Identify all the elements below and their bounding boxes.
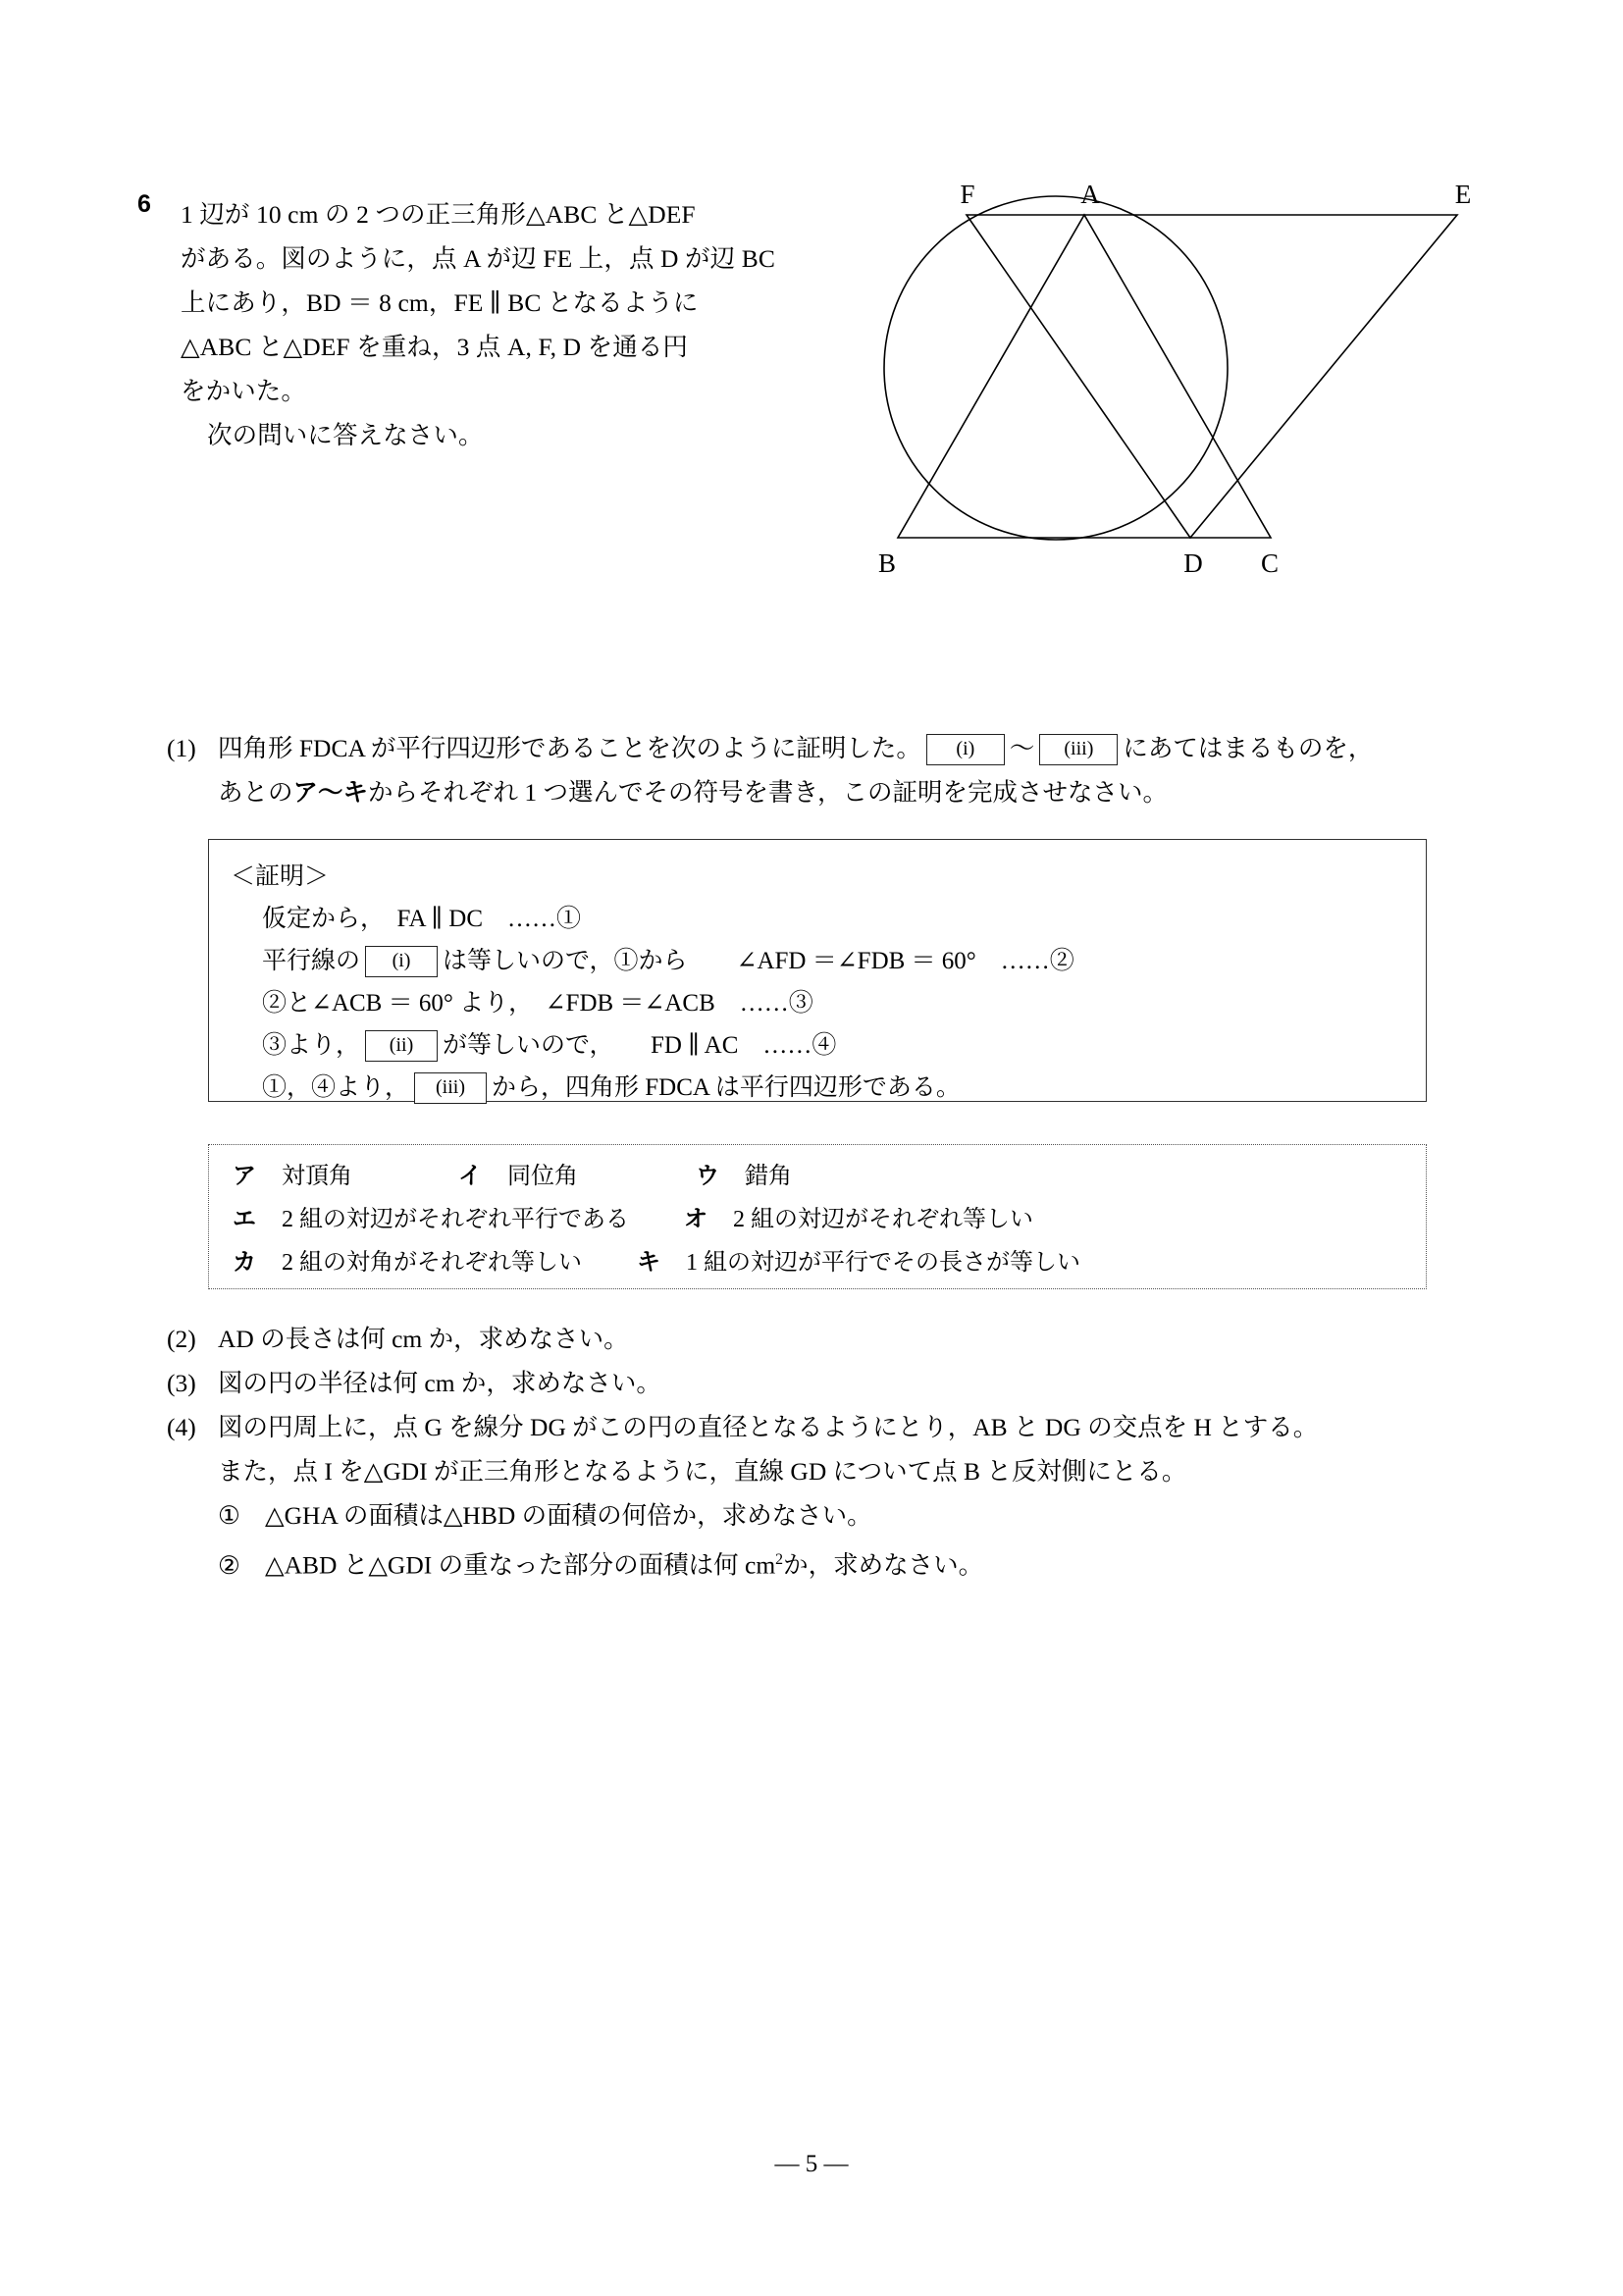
label-C: C: [1260, 548, 1280, 578]
choice-text-i: 同位角: [507, 1164, 578, 1189]
proof-line-3: ②と∠ACB ＝ 60° より， ∠FDB ＝∠ACB ……③: [262, 990, 813, 1017]
choice-key-u: ウ: [696, 1163, 719, 1189]
choice-text-a: 対頂角: [282, 1164, 352, 1189]
proof-title: ＜証明＞: [231, 863, 330, 890]
question-4-sub-1: [167, 1493, 1501, 1538]
tilde-separator: 〜: [1009, 734, 1035, 762]
question-4: [167, 1405, 1501, 1449]
statement-line: 次の問いに答えなさい。: [207, 421, 484, 449]
question-list: [167, 1317, 1501, 1588]
question-3-number: (3): [167, 1369, 196, 1397]
triangle-abc: [898, 215, 1271, 538]
question-2: [167, 1317, 1501, 1361]
question-4-sub-2-number: ②: [218, 1550, 240, 1580]
label-F: F: [960, 182, 975, 209]
choice-key-o: オ: [684, 1206, 707, 1232]
proof-line-1: 仮定から， FA ∥ DC ……①: [262, 906, 582, 932]
statement-line: がある。図のように，点 A が辺 FE 上，点 D が辺 BC: [181, 244, 775, 273]
choice-key-a: ア: [233, 1163, 256, 1189]
page-number: — 5 —: [774, 2151, 849, 2177]
choices-box: [208, 1144, 1427, 1289]
proof-line-4-a: ③より，: [262, 1032, 361, 1059]
question-4-sub-2: [167, 1538, 1501, 1588]
label-A: A: [1080, 182, 1100, 209]
proof-line-5-b: から，四角形 FDCA は平行四辺形である。: [492, 1074, 961, 1101]
statement-line: △ABC と△DEF を重ね，3 点 A, F, D を通る円: [181, 333, 689, 361]
label-B: B: [877, 548, 897, 578]
choice-key-ki: キ: [637, 1249, 660, 1276]
choice-text-ki: 1 組の対辺が平行でその長さが等しい: [686, 1250, 1080, 1276]
choice-text-o: 2 組の対辺がそれぞれ等しい: [733, 1207, 1033, 1232]
triangle-def: [967, 215, 1457, 538]
question-1-line-2: [167, 770, 1482, 815]
choices-row-1: [233, 1155, 1426, 1198]
question-1-text-a: 四角形 FDCA が平行四辺形であることを次のように証明した。: [218, 734, 921, 762]
question-1-number: (1): [167, 734, 196, 762]
proof-box: [208, 839, 1427, 1102]
statement-line: 1 辺が 10 cm の 2 つの正三角形△ABC と△DEF: [181, 200, 696, 229]
question-1-text-d: からそれぞれ 1 つ選んでその符号を書き，この証明を完成させなさい。: [368, 778, 1169, 807]
problem-number: 6: [137, 190, 151, 218]
question-2-number: (2): [167, 1325, 196, 1353]
choice-range-label: ア〜キ: [292, 779, 369, 807]
label-D: D: [1183, 548, 1203, 578]
choice-text-e: 2 組の対辺がそれぞれ平行である: [282, 1207, 629, 1232]
choice-key-e: エ: [233, 1206, 256, 1232]
statement-line: をかいた。: [181, 377, 307, 405]
proof-answer-box-i[interactable]: (i): [365, 946, 438, 977]
problem-statement: [137, 190, 775, 457]
question-4-sub-1-text: △GHA の面積は△HBD の面積の何倍か，求めなさい。: [265, 1501, 872, 1530]
question-4-text-1: 図の円周上に，点 G を線分 DG がこの円の直径となるようにとり，AB と DG の交点を H とする。: [218, 1413, 1319, 1441]
choices-row-3: [233, 1241, 1426, 1284]
question-4-line-2: [167, 1449, 1501, 1493]
answer-box-iii[interactable]: (iii): [1039, 734, 1118, 765]
question-2-text: AD の長さは何 cm か，求めなさい。: [218, 1325, 629, 1353]
figure-svg: [844, 182, 1511, 682]
proof-line-2: [231, 940, 1426, 982]
problem-text: [181, 192, 775, 457]
proof-line-5-a: ①，④より，: [262, 1074, 410, 1101]
question-1: [167, 726, 1482, 815]
question-1-line-1: [167, 726, 1482, 770]
proof-line-4: [231, 1024, 1426, 1067]
choice-text-u: 錯角: [745, 1164, 792, 1189]
question-4-text-2: また，点 I を△GDI が正三角形となるように，直線 GD について点 B と反対側にとる。: [218, 1457, 1187, 1486]
question-1-text-b: にあてはまるものを，: [1123, 734, 1374, 762]
proof-line-5: [231, 1067, 1426, 1109]
proof-line-4-b: が等しいので， FD ∥ AC ……④: [443, 1032, 837, 1059]
proof-line-2-a: 平行線の: [262, 948, 361, 974]
question-1-text-c: あとの: [218, 778, 293, 807]
question-3-text: 図の円の半径は何 cm か，求めなさい。: [218, 1369, 661, 1397]
answer-box-i[interactable]: (i): [926, 734, 1005, 765]
proof-line-2-b: は等しいので，①から ∠AFD ＝∠FDB ＝ 60° ……②: [443, 948, 1074, 974]
choice-key-ka: カ: [233, 1249, 256, 1276]
superscript-two: 2: [775, 1551, 784, 1568]
question-3: [167, 1361, 1501, 1405]
circumcircle: [884, 196, 1228, 540]
question-4-sub-2-post: か，求めなさい。: [783, 1550, 984, 1580]
label-E: E: [1454, 182, 1472, 209]
choice-key-i: イ: [458, 1163, 482, 1189]
proof-answer-box-ii[interactable]: (ii): [365, 1030, 438, 1062]
question-4-sub-1-number: ①: [218, 1501, 240, 1530]
choices-row-2: [233, 1198, 1426, 1241]
question-4-number: (4): [167, 1413, 196, 1441]
statement-line: 上にあり，BD ＝ 8 cm，FE ∥ BC となるように: [181, 288, 699, 317]
question-4-sub-2-pre: △ABD と△GDI の重なった部分の面積は何 cm: [265, 1550, 776, 1580]
choice-text-ka: 2 組の対角がそれぞれ等しい: [282, 1250, 582, 1276]
proof-answer-box-iii[interactable]: (iii): [414, 1072, 487, 1104]
page-footer: [0, 2151, 1623, 2178]
geometry-figure: [844, 182, 1511, 682]
